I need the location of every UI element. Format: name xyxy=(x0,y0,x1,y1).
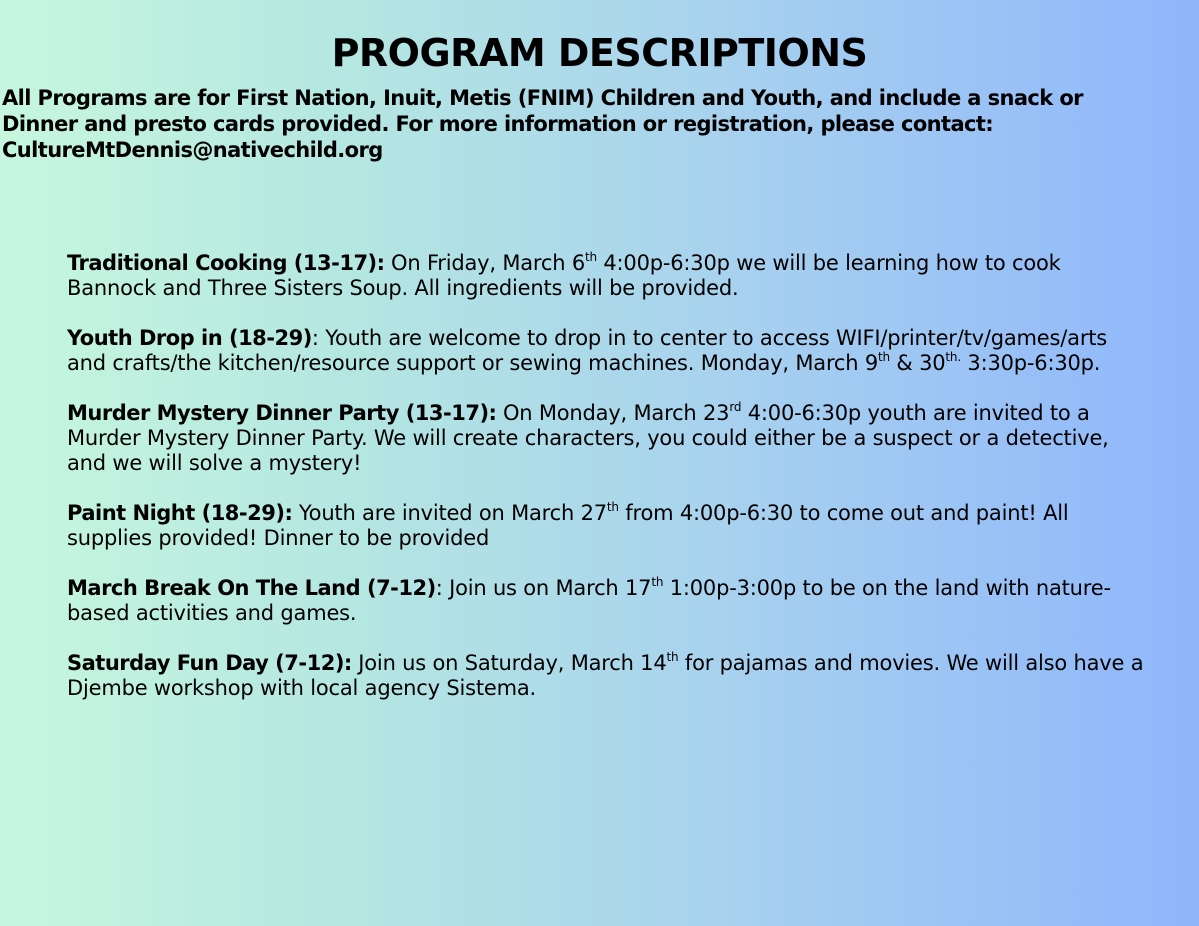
ordinal-suffix: th xyxy=(606,500,619,514)
ordinal-suffix: th xyxy=(666,650,679,664)
program-text: & 30 xyxy=(889,351,946,375)
program-text: for pajamas and movies. We will also have a Djembe workshop with local agency Sistema. xyxy=(67,651,1144,700)
page-title: PROGRAM DESCRIPTIONS xyxy=(331,31,868,75)
program-text: On Monday, March 23 xyxy=(496,401,730,425)
program-name: Murder Mystery Dinner Party (13-17): xyxy=(67,401,497,425)
program-text: 4:00-6:30p youth are invited to a Murder Mystery Dinner Party. We will create characters, you could either be a suspect or a detective, and we will solve a mystery! xyxy=(67,401,1109,475)
program-murder-mystery xyxy=(67,401,1147,476)
program-saturday-fun-day xyxy=(67,651,1147,701)
program-march-break xyxy=(67,576,1147,626)
program-name: March Break On The Land (7-12) xyxy=(67,576,436,600)
program-text: On Friday, March 6 xyxy=(384,251,585,275)
program-text: Youth are invited on March 27 xyxy=(292,501,607,525)
intro-line-1: All Programs are for First Nation, Inuit, Metis (FNIM) Children and Youth, and include a snack or xyxy=(2,86,1083,110)
program-text: : Join us on March 17 xyxy=(435,576,652,600)
program-paint-night xyxy=(67,501,1147,551)
program-name: Saturday Fun Day (7-12): xyxy=(67,651,352,675)
program-text: 1:00p-3:00p to be on the land with nature-based activities and games. xyxy=(67,576,1111,625)
program-text: Join us on Saturday, March 14 xyxy=(351,651,667,675)
ordinal-suffix: th. xyxy=(945,350,961,364)
contact-email: CultureMtDennis@nativechild.org xyxy=(2,138,383,162)
program-text: 4:00p-6:30p we will be learning how to cook Bannock and Three Sisters Soup. All ingredients will be provided. xyxy=(67,251,1061,300)
program-name: Paint Night (18-29): xyxy=(67,501,293,525)
ordinal-suffix: th xyxy=(878,350,890,364)
program-youth-drop-in xyxy=(67,326,1147,376)
ordinal-suffix: th xyxy=(585,250,597,264)
program-text: from 4:00p-6:30 to come out and paint! All supplies provided! Dinner to be provided xyxy=(67,501,1069,550)
program-traditional-cooking xyxy=(67,251,1147,301)
program-text: : Youth are welcome to drop in to center to access WIFI/printer/tv/games/arts and crafts/the kitchen/resource support or sewing machines. Monday, March 9 xyxy=(67,326,1108,375)
program-name: Traditional Cooking (13-17): xyxy=(67,251,385,275)
program-list xyxy=(67,251,1147,726)
program-name: Youth Drop in (18-29) xyxy=(67,326,312,350)
ordinal-suffix: rd xyxy=(729,400,742,414)
ordinal-suffix: th xyxy=(651,575,664,589)
intro-line-2: Dinner and presto cards provided. For more information or registration, please contact: xyxy=(2,112,994,136)
intro-paragraph xyxy=(2,85,1197,163)
program-text: 3:30p-6:30p. xyxy=(960,351,1101,375)
